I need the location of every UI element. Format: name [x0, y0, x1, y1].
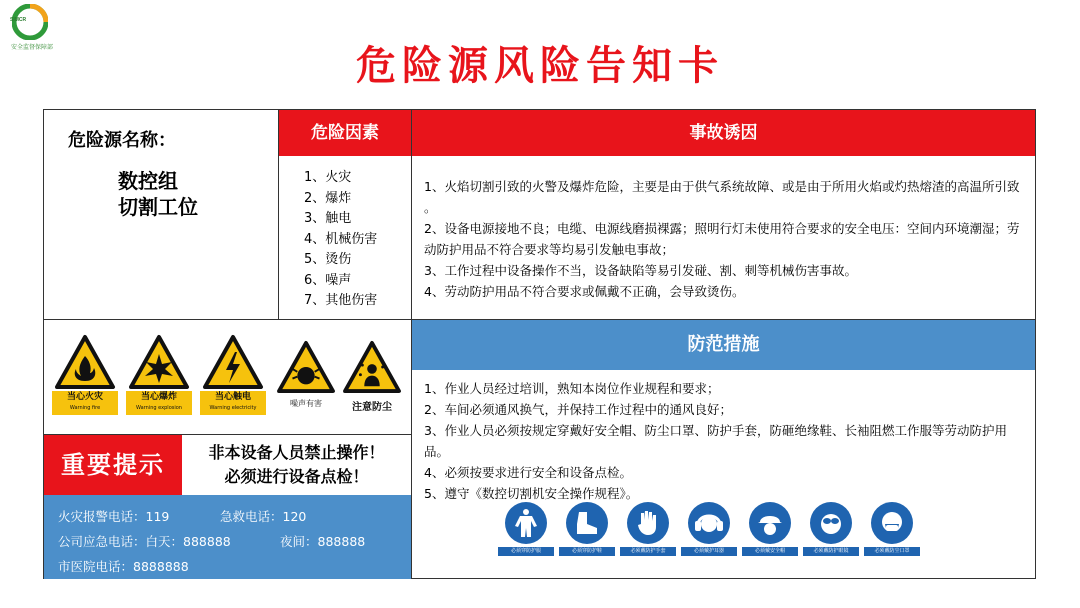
list-item: 3、工作过程中设备操作不当，设备缺陷等易引发碰、割、刺等机械伤害事故。	[424, 263, 857, 278]
list-item: 7、其他伤害	[304, 293, 378, 308]
noise-warning-icon	[276, 340, 336, 394]
company-night-phone: 夜间：888888	[280, 534, 366, 549]
fire-phone: 火灾报警电话：119	[58, 509, 170, 524]
ppe-sign-ear	[681, 502, 737, 556]
logo-text: SIMCR	[10, 17, 27, 23]
list-item: 2、车间必须通风换气，并保持工作过程中的通风良好；	[424, 402, 732, 417]
ppe-signs	[412, 500, 1035, 579]
list-item: 5、遵守《数控切割机安全操作规程》。	[424, 486, 639, 501]
list-item: 2、爆炸	[304, 190, 352, 206]
hazard-source-cell	[44, 110, 279, 320]
ear-protector-icon	[694, 509, 724, 537]
protective-clothing-icon	[512, 508, 540, 538]
protective-gloves-icon	[636, 509, 660, 537]
ppe-sign-gloves	[620, 502, 676, 556]
list-item: 4、机械伤害	[304, 231, 378, 247]
warning-sign-dust	[337, 340, 407, 425]
fire-warning-icon	[54, 334, 116, 390]
list-item: 3、作业人员必须按规定穿戴好安全帽、防尘口罩、防护手套，防砸绝缘鞋、长袖阻燃工作服等劳动防护用品。	[424, 423, 1007, 459]
risk-card	[43, 109, 1036, 579]
hazard-source-value: 数控组 切割工位	[118, 169, 198, 219]
important-notice-text	[182, 435, 412, 495]
list-item: 2、设备电源接地不良；电缆、电源线磨损裸露；照明行灯未使用符合要求的安全电压：空间内环境潮湿；劳动防护用品不符合要求等均易引发触电事故；	[424, 221, 1020, 257]
important-notice-label: 重要提示	[44, 435, 182, 495]
list-item: 1、作业人员经过培训，熟知本岗位作业规程和要求；	[424, 381, 720, 396]
ppe-sign-mask	[864, 502, 920, 556]
ppe-sign-label: 必须戴防护眼镜	[803, 547, 859, 556]
protective-goggles-icon	[816, 509, 846, 537]
warning-sign-noise	[271, 340, 341, 425]
protective-shoes-icon	[573, 510, 601, 536]
ambulance-phone: 急救电话：120	[220, 509, 307, 524]
risk-factors-list	[279, 156, 412, 320]
important-notice-line1: 非本设备人员禁止操作！	[208, 443, 385, 462]
preventive-measures-heading: 防范措施	[412, 320, 1035, 370]
list-item: 6、噪声	[304, 272, 352, 288]
ppe-sign-label: 必须戴防护手套	[620, 547, 676, 556]
ppe-sign-label: 必须戴防尘口罩	[864, 547, 920, 556]
list-item: 4、必须按要求进行安全和设备点检。	[424, 465, 632, 480]
explosion-warning-icon	[128, 334, 190, 390]
accident-causes-list	[412, 156, 1035, 320]
warning-sign-label: 当心触电 Warning electricity	[200, 391, 266, 415]
important-notice	[44, 435, 412, 495]
list-item: 1、火焰切割引致的火警及爆炸危险，主要是由于供气系统故障、或是由于所用火焰或灼热熔渣的高温所引致 。	[424, 179, 1020, 215]
ppe-sign-label: 必须穿防护服	[498, 547, 554, 556]
dust-warning-icon	[342, 340, 402, 394]
ppe-sign-goggles	[803, 502, 859, 556]
list-item: 4、劳动防护用品不符合要求或佩戴不正确，会导致烫伤。	[424, 284, 745, 299]
warning-sign-fire	[50, 334, 120, 419]
warning-sign-label: 当心火灾 Warning fire	[52, 391, 118, 415]
preventive-measures-list	[412, 370, 1035, 500]
list-item: 1、火灾	[304, 170, 352, 185]
important-notice-line2: 必须进行设备点检！	[224, 467, 369, 486]
hazard-source-label: 危险源名称：	[68, 130, 176, 151]
accident-causes-heading: 事故诱因	[412, 110, 1035, 156]
hospital-phone: 市医院电话：8888888	[58, 559, 189, 574]
warning-signs	[44, 320, 412, 435]
list-item: 5、烫伤	[304, 252, 352, 267]
ppe-sign-shoes	[559, 502, 615, 556]
ppe-sign-label: 必须穿防护鞋	[559, 547, 615, 556]
ppe-sign-helmet	[742, 502, 798, 556]
ppe-sign-clothing	[498, 502, 554, 556]
warning-sign-electricity	[198, 334, 268, 419]
dust-mask-icon	[877, 509, 907, 537]
safety-helmet-icon	[755, 509, 785, 537]
emergency-phones	[44, 495, 412, 579]
list-item: 3、触电	[304, 211, 352, 226]
risk-factors-heading: 危险因素	[279, 110, 412, 156]
company-emergency-phone: 公司应急电话：白天：888888	[58, 534, 231, 549]
ppe-sign-label: 必须戴安全帽	[742, 547, 798, 556]
warning-sign-label: 当心爆炸 Warning explosion	[126, 391, 192, 415]
ppe-sign-label: 必须戴护耳器	[681, 547, 737, 556]
warning-sign-label: 噪声有害	[290, 399, 322, 408]
warning-sign-label: 注意防尘	[352, 402, 392, 413]
electric-shock-warning-icon	[202, 334, 264, 390]
page-title: 危险源风险告知卡	[356, 43, 724, 89]
logo-subtitle: 安全监督保障部	[10, 44, 53, 51]
warning-sign-explosion	[124, 334, 194, 419]
